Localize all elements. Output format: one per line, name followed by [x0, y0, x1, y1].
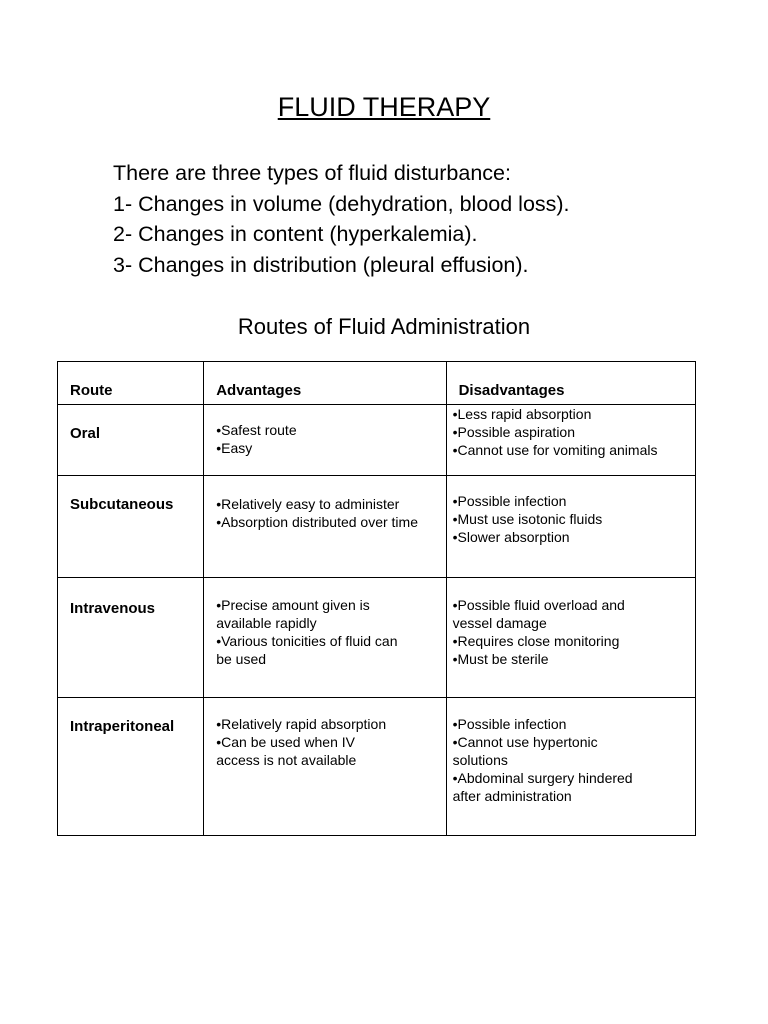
list-item: solutions: [452, 752, 508, 768]
table-row: [58, 476, 696, 578]
list-item: •Less rapid absorption: [452, 406, 592, 422]
intro-line: 1- Changes in volume (dehydration, blood loss).: [113, 191, 570, 216]
header-advantages: Advantages: [204, 362, 446, 405]
list-item: •Absorption distributed over time: [216, 514, 418, 530]
list-item: •Precise amount given is: [216, 597, 370, 613]
disadvantages-cell: [446, 698, 695, 836]
list-item: •Safest route: [216, 422, 297, 438]
advantages-cell: [204, 405, 446, 476]
list-item: •Possible aspiration: [452, 424, 576, 440]
list-item: •Must use isotonic fluids: [452, 511, 603, 527]
intro-line: 2- Changes in content (hyperkalemia).: [113, 222, 478, 246]
list-item: •Requires close monitoring: [452, 633, 620, 649]
route-name: Subcutaneous: [70, 496, 174, 513]
intro-line: 3- Changes in distribution (pleural effusion).: [113, 252, 529, 277]
table-header-row: [58, 362, 696, 405]
list-item: vessel damage: [452, 615, 547, 631]
route-cell: [58, 578, 204, 698]
route-name: Intraperitoneal: [70, 718, 175, 735]
route-name: Intravenous: [70, 600, 156, 617]
list-item: •Relatively rapid absorption: [216, 716, 387, 732]
list-item: access is not available: [216, 752, 357, 768]
list-item: •Easy: [216, 440, 253, 456]
advantages-cell: [204, 698, 446, 836]
disadvantages-cell: [446, 476, 695, 578]
advantages-cell: [204, 578, 446, 698]
list-item: •Various tonicities of fluid can: [216, 633, 398, 649]
routes-table: [57, 361, 696, 836]
list-item: after administration: [452, 788, 572, 804]
table-title: Routes of Fluid Administration: [237, 314, 531, 339]
list-item: •Can be used when IV: [216, 734, 355, 750]
list-item: •Slower absorption: [452, 529, 570, 545]
list-item: •Possible fluid overload and: [452, 597, 625, 613]
header-disadvantages: Disadvantages: [446, 362, 695, 405]
list-item: •Cannot use for vomiting animals: [452, 442, 658, 458]
list-item: •Relatively easy to administer: [216, 496, 400, 512]
list-item: be used: [216, 651, 267, 667]
intro-text: [113, 158, 753, 280]
disadvantages-cell: [446, 405, 695, 476]
table-row: [58, 578, 696, 698]
route-name: Oral: [70, 425, 101, 442]
route-cell: [58, 405, 204, 476]
header-route: Route: [58, 362, 204, 405]
disadvantages-cell: [446, 578, 695, 698]
advantages-cell: [204, 476, 446, 578]
page-title: FLUID THERAPY: [277, 92, 491, 122]
list-item: •Must be sterile: [452, 651, 549, 667]
intro-line: There are three types of fluid disturbance:: [113, 161, 511, 185]
table-row: [58, 698, 696, 836]
list-item: •Possible infection: [452, 716, 567, 732]
route-cell: [58, 698, 204, 836]
list-item: •Abdominal surgery hindered: [452, 770, 633, 786]
route-cell: [58, 476, 204, 578]
list-item: available rapidly: [216, 615, 317, 631]
list-item: •Cannot use hypertonic: [452, 734, 598, 750]
table-row: [58, 405, 696, 476]
list-item: •Possible infection: [452, 493, 567, 509]
